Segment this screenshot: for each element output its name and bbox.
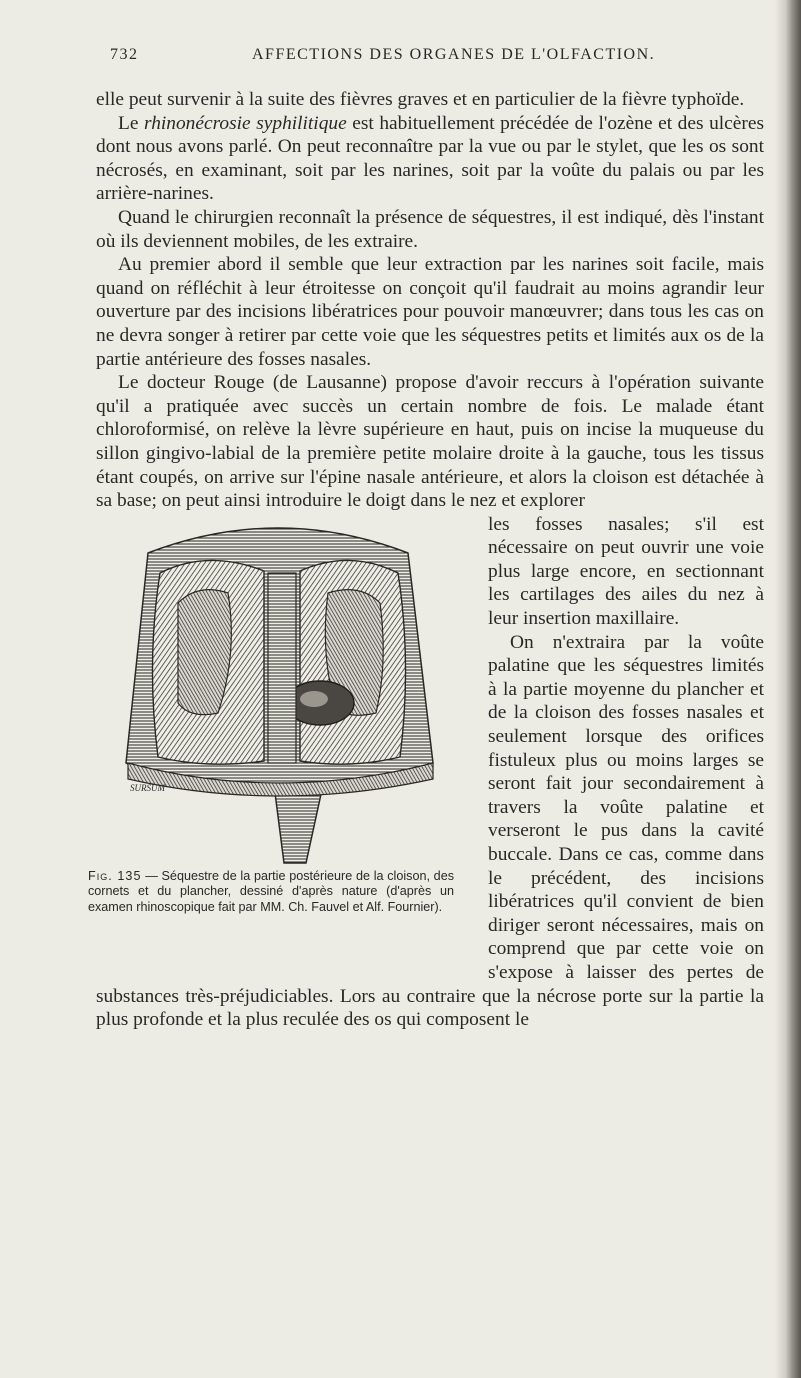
- figure-caption: [88, 869, 454, 916]
- running-title: AFFECTIONS DES ORGANES DE L'OLFACTION.: [252, 46, 656, 63]
- paragraph-6: On n'extraira par la voûte palatine que les séquestres limités à la partie moyenne du plancher et de la cloison des fosses nasales et seulement lorsque des orifices fistuleux plus ou moins larges se seront fait jour secondairement à travers la voûte palatine et verseront le pus dans la cavité buccale. Dans ce cas, comme dans le précédent, des incisions libératrices qu'il convient de bien diriger seront nécessaires, mais on comprend que par cette voie on s'expose à laisser des pertes de substances très-préjudiciables. Lors au contraire que la nécrose porte sur la partie la plus profonde et la plus reculée des os qui composent le: [96, 631, 764, 1031]
- figure-inset-label: SURSUM: [130, 782, 165, 793]
- left-turbinate: [178, 589, 231, 714]
- septum: [268, 573, 296, 763]
- figure-label: Fig. 135: [88, 868, 142, 883]
- paragraph-5-continued: les fosses nasales; s'il est nécessaire on peut ouvrir une voie plus large encore, en sectionnant les cartilages des ailes du nez à leur insertion maxillaire.: [488, 513, 764, 630]
- italic-term: rhinonécrosie syphilitique: [144, 112, 347, 134]
- paragraph-3: Quand le chirurgien reconnaît la présence de séquestres, il est indiqué, dès l'instant où ils deviennent mobiles, de les extraire.: [96, 206, 764, 252]
- p2-rest: est habituellement précédée de l'ozène et des ulcères dont nous avons parlé. On peut reconnaître par la vue ou par le stylet, que les os sont nécrosés, en examinant, soit par les narines, soit par la voûte du palais ou par les arrière-narines.: [96, 112, 764, 205]
- figure-135: [88, 513, 468, 969]
- figure-caption-text: — Séquestre de la partie postérieure de la cloison, des cornets et du plancher, dessiné d'après nature (d'après un examen rhinoscopique fait par MM. Ch. Fauvel et Alf. Fournier).: [88, 868, 454, 914]
- paragraph-2: [96, 112, 764, 206]
- book-page: [68, 0, 768, 1378]
- p2-lead: Le: [118, 112, 145, 134]
- page-body: [88, 88, 764, 1032]
- book-spine-shadow: [775, 0, 801, 1378]
- paragraph-5: Le docteur Rouge (de Lausanne) propose d'avoir reccurs à l'opération suivante qu'il a pratiquée avec succès un certain nombre de fois. Le malade étant chloroformisé, on relève la lèvre supérieure en haut, puis on incise la muqueuse du sillon gingivo-labial de la première petite molaire droite à la gauche, tous les tissus étant coupés, on arrive sur l'épine nasale antérieure, et alors la cloison est détachée à sa base; on peut ainsi introduire le doigt dans le nez et explorer: [96, 372, 764, 512]
- page-number: 732: [110, 46, 139, 63]
- figure-illustration: [88, 513, 468, 869]
- paragraph-1: elle peut survenir à la suite des fièvres graves et en particulier de la fièvre typhoïde.: [96, 89, 745, 110]
- paragraph-4: Au premier abord il semble que leur extraction par les narines soit facile, mais quand on réfléchit à leur étroitesse on conçoit qu'il faudrait au moins agrandir leur ouverture par des incisions libératrices pour pouvoir manœuvrer; dans tous les cas on ne devra songer à retirer par cette voie que les séquestres petits et limités aux os de la partie antérieure des fosses nasales.: [96, 254, 764, 370]
